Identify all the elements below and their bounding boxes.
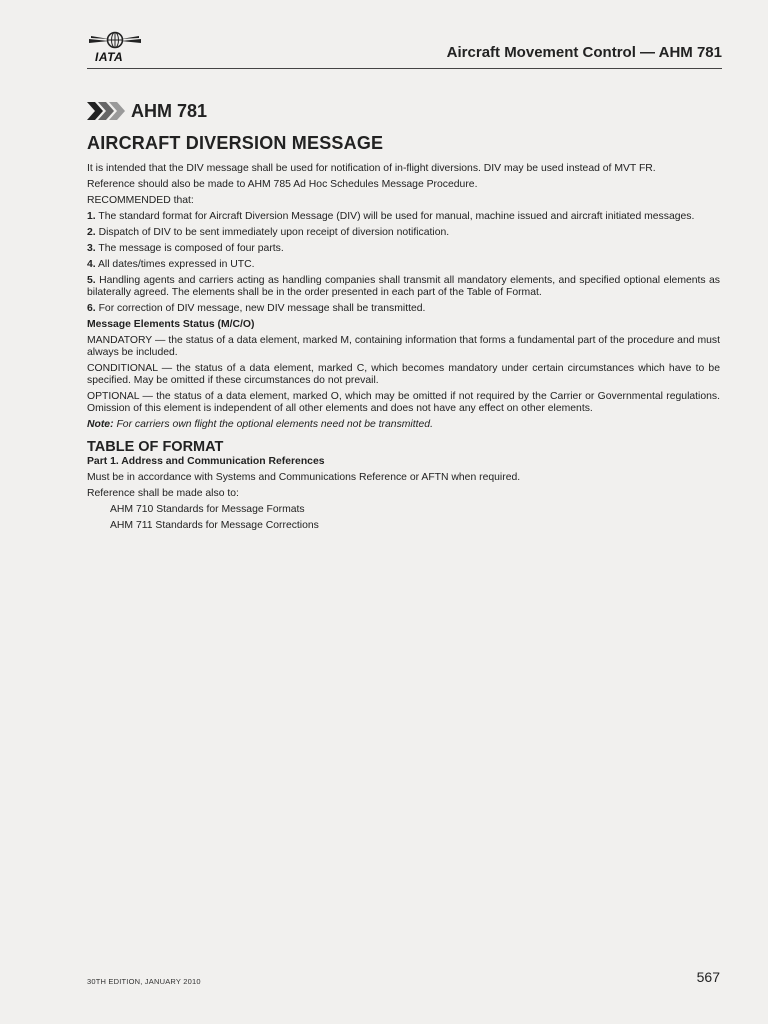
note-text: For carriers own flight the optional elements need not be transmitted. — [116, 419, 433, 430]
status-heading: Message Elements Status (M/C/O) — [87, 319, 255, 330]
part1-paragraph: Must be in accordance with Systems and Communications Reference or AFTN when required. — [87, 472, 521, 483]
item-number: 4. — [87, 259, 96, 270]
chevron-arrows-icon — [87, 102, 127, 120]
page-number: 567 — [696, 969, 720, 985]
intro-paragraph: Reference should also be made to AHM 785 Ad Hoc Schedules Message Procedure. — [87, 179, 478, 190]
reference-item: AHM 711 Standards for Message Corrections — [110, 520, 319, 531]
part1-paragraph: Reference shall be made also to: — [87, 488, 239, 499]
item-text: The standard format for Aircraft Diversion Message (DIV) will be used for manual, machine issued and aircraft initiated messages. — [98, 211, 695, 222]
list-item — [87, 211, 720, 223]
page-header — [87, 30, 722, 69]
conditional-definition: CONDITIONAL — the status of a data element, marked C, which becomes mandatory under certain circumstances which have to be specified. May be omitted if these circumstances do not prevail. — [87, 363, 720, 386]
list-item — [87, 259, 720, 271]
page-title: AIRCRAFT DIVERSION MESSAGE — [87, 133, 384, 153]
intro-paragraph: It is intended that the DIV message shall be used for notification of in-flight diversions. DIV may be used instead of MVT FR. — [87, 163, 656, 174]
item-text: Handling agents and carriers acting as handling companies shall transmit all mandatory elements, and specified optional elements as bilaterally agreed. The elements shall be in the order presented in each part of the Table of Format. — [87, 275, 720, 298]
item-text: For correction of DIV message, new DIV message shall be transmitted. — [98, 303, 426, 314]
logo-text: IATA — [95, 50, 124, 64]
item-number: 3. — [87, 243, 96, 254]
note — [87, 419, 720, 431]
table-of-format-heading: TABLE OF FORMAT — [87, 439, 224, 455]
section-code-text: AHM 781 — [131, 100, 208, 121]
part1-heading: Part 1. Address and Communication References — [87, 456, 325, 467]
item-number: 2. — [87, 227, 96, 238]
item-text: All dates/times expressed in UTC. — [98, 259, 255, 270]
mandatory-definition: MANDATORY — the status of a data element, marked M, containing information that forms a fundamental part of the procedure and must always be included. — [87, 335, 720, 358]
list-item — [87, 227, 720, 239]
recommended-label: RECOMMENDED that: — [87, 195, 194, 206]
list-item — [87, 275, 720, 299]
item-number: 1. — [87, 211, 96, 222]
list-item — [87, 303, 720, 315]
note-label: Note: — [87, 419, 114, 430]
edition-footer: 30TH EDITION, JANUARY 2010 — [87, 977, 201, 986]
optional-definition: OPTIONAL — the status of a data element, marked O, which may be omitted if not required by the Carrier or Governmental regulations. Omission of this element is independent of all other elements and does not have any effect on other elements. — [87, 391, 720, 414]
globe-wings-icon — [87, 30, 143, 52]
item-text: The message is composed of four parts. — [98, 243, 284, 254]
running-header-title: Aircraft Movement Control — AHM 781 — [446, 44, 722, 61]
document-body — [87, 163, 720, 536]
item-number: 5. — [87, 275, 96, 286]
iata-logo — [87, 30, 143, 64]
list-item — [87, 243, 720, 255]
section-code — [87, 100, 207, 122]
item-number: 6. — [87, 303, 96, 314]
reference-item: AHM 710 Standards for Message Formats — [110, 504, 305, 515]
item-text: Dispatch of DIV to be sent immediately upon receipt of diversion notification. — [98, 227, 450, 238]
